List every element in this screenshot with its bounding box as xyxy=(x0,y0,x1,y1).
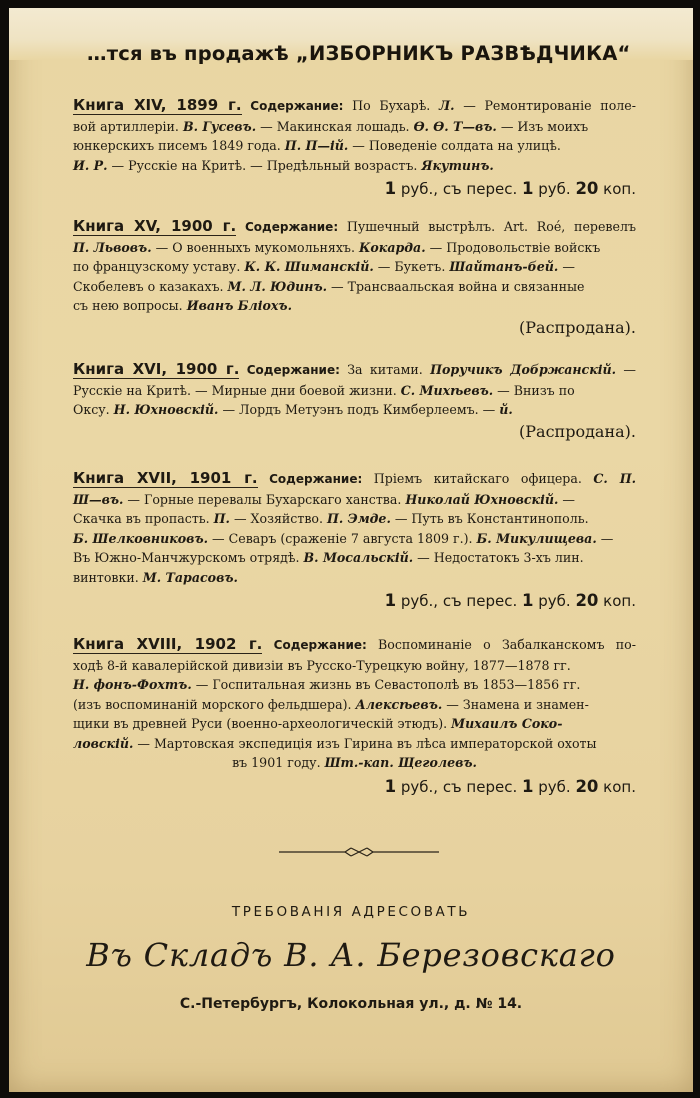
price-text: руб. xyxy=(533,180,576,198)
author-name: С. Михѣевъ. xyxy=(400,382,494,398)
author-name: Шайтанъ-бей. xyxy=(449,259,559,274)
price-amount: 1 xyxy=(522,776,534,796)
price-text: руб., съ перес. xyxy=(396,592,522,610)
contents-text: — Поведеніе солдата на улицѣ. xyxy=(348,138,561,153)
price-text: руб., съ перес. xyxy=(396,777,522,796)
contents-text: — Внизъ по xyxy=(493,382,575,398)
contents-text: Скачка въ пропасть. xyxy=(73,511,214,526)
author-name: Михаилъ Соко- xyxy=(451,716,563,731)
author-name: В. Мосальскій. xyxy=(303,550,414,565)
contents-text: — Недостатокъ 3-хъ лин. xyxy=(413,550,584,565)
contents-label: Содержание: xyxy=(269,472,363,486)
price-amount: 1 xyxy=(522,179,534,198)
contents-text: Пріемъ китайскаго офицера. xyxy=(373,471,594,486)
author-name: Н. фонъ-Фохтъ. xyxy=(73,677,192,692)
price-amount: 20 xyxy=(575,591,599,610)
contents-text: — Севаръ (сраженіе 7 августа 1809 г.). xyxy=(208,530,477,546)
contents-line xyxy=(73,117,636,137)
contents-line xyxy=(73,257,636,277)
author-name: П. Эмде. xyxy=(327,511,391,526)
contents-text: вой артиллеріи. xyxy=(73,118,183,134)
price-text: руб. xyxy=(533,777,576,796)
author-name: И. Р. xyxy=(73,157,108,173)
contents-text: — xyxy=(558,259,575,274)
book-title-line xyxy=(73,469,636,490)
contents-text: — Изъ моихъ xyxy=(496,118,589,134)
price-amount: 1 xyxy=(384,179,397,198)
contents-text: съ нею вопросы. xyxy=(73,298,187,313)
contents-text: Русскіе на Критѣ. — Мирные дни боевой жизни. xyxy=(73,382,401,398)
author-name: Б. Микулищева. xyxy=(476,530,597,546)
contents-line xyxy=(73,400,636,420)
book-entry-xvii xyxy=(73,469,636,610)
author-name: Алексѣевъ. xyxy=(355,696,443,712)
author-name: Николай Юхновскій. xyxy=(405,491,559,507)
contents-line xyxy=(73,753,636,773)
contents-line xyxy=(73,156,636,176)
contents-text: по французскому уставу. xyxy=(73,259,245,274)
author-name: К. К. Шиманскій. xyxy=(244,259,374,274)
author-name: В. Гусевъ. xyxy=(182,118,257,134)
divider-ornament xyxy=(279,844,439,860)
price-text: коп. xyxy=(598,592,636,610)
book-title-line xyxy=(73,96,636,117)
contents-line xyxy=(73,277,636,297)
author-name: М. Л. Юдинъ. xyxy=(227,278,327,294)
contents-text: — Русскіе на Критѣ. — Предѣльный возрастъ. xyxy=(107,157,422,173)
contents-line xyxy=(73,136,636,156)
book-title-line xyxy=(73,360,636,381)
contents-line xyxy=(73,734,636,754)
contents-line xyxy=(73,381,636,401)
contents-text: — Госпитальная жизнь въ Севастополѣ въ 1853—1856 гг. xyxy=(191,677,581,692)
author-name: Кокарда. xyxy=(358,239,426,255)
author-name: Якутинъ. xyxy=(421,157,494,173)
author-name: й. xyxy=(499,402,513,417)
contents-text: щики въ древней Руси (военно-археологическій этюдъ). xyxy=(73,716,452,731)
contents-text: — Путь въ Константинополь. xyxy=(390,511,589,526)
book-title: Книга XV, 1900 г. xyxy=(73,217,237,235)
book-entry-xv xyxy=(73,217,636,337)
book-title: Книга XVI, 1900 г. xyxy=(73,360,240,378)
page-sheet xyxy=(9,8,693,1092)
contents-text: Пушечный выстрѣлъ. Art. Roé, перевелъ xyxy=(346,219,636,234)
contents-line xyxy=(73,529,636,549)
contents-text: юнкерскихъ писемъ 1849 года. xyxy=(73,138,285,153)
author-name: М. Тарасовъ. xyxy=(142,569,238,585)
contents-text: — Букетъ. xyxy=(373,259,450,274)
contents-text: За китами. xyxy=(347,362,431,377)
contents-line xyxy=(73,296,636,316)
contents-line xyxy=(73,238,636,258)
contents-label: Содержание: xyxy=(273,638,367,652)
price-amount: 1 xyxy=(384,591,397,610)
contents-text: — xyxy=(596,530,614,546)
price-amount: 1 xyxy=(522,591,534,610)
contents-text: — Лордъ Метуэнъ подъ Кимберлеемъ. — xyxy=(218,402,500,417)
author-name: Шт.-кап. Щеголевъ. xyxy=(324,755,477,770)
book-title: Книга XVIII, 1902 г. xyxy=(73,635,263,653)
contents-line xyxy=(73,656,636,676)
book-entry-xviii xyxy=(73,635,636,796)
author-name: Н. Юхновскій. xyxy=(113,402,219,417)
contents-text: Скобелевъ о казакахъ. xyxy=(73,278,228,294)
contents-text: — Хозяйство. xyxy=(229,511,328,526)
contents-text: По Бухарѣ. xyxy=(352,98,439,113)
price-text: коп. xyxy=(598,180,636,198)
contents-text: — xyxy=(616,362,636,377)
contents-text: (изъ воспоминаній морского фельдшера). xyxy=(73,696,356,712)
contents-line xyxy=(73,509,636,529)
author-name: Иванъ Бліохъ. xyxy=(186,298,292,313)
book-title: Книга XIV, 1899 г. xyxy=(73,96,242,114)
author-name: Б. Шелковниковъ. xyxy=(73,530,208,546)
contents-label: Содержание: xyxy=(250,99,344,113)
price-text: руб. xyxy=(533,592,576,610)
contents-text: Оксу. xyxy=(73,402,114,417)
price-line xyxy=(73,179,636,198)
contents-text: — Макинская лошадь. xyxy=(256,118,414,134)
author-name: Ѳ. Ѳ. Т—въ. xyxy=(413,118,497,134)
store-address: С.-Петербургъ, Колокольная ул., д. № 14. xyxy=(179,996,523,1012)
author-name: Поручикъ Добржанскій. xyxy=(430,362,617,377)
author-name: П. П—ій. xyxy=(284,138,349,153)
contents-text: въ 1901 году. xyxy=(232,755,325,770)
author-name: ловскій. xyxy=(73,735,134,751)
price-line xyxy=(73,777,636,796)
contents-line xyxy=(73,568,636,588)
book-title-line xyxy=(73,217,636,238)
contents-text: Въ Южно-Манчжурскомъ отрядѣ. xyxy=(73,550,304,565)
contents-line xyxy=(73,675,636,695)
contents-label: Содержание: xyxy=(244,220,339,234)
book-title-line xyxy=(73,635,636,656)
page-header: …тся въ продажѣ „ИЗБОРНИКЪ РАЗВѢДЧИКА“ xyxy=(87,42,631,65)
contents-label: Содержание: xyxy=(246,363,340,377)
contents-text: винтовки. xyxy=(73,569,143,585)
author-name: П. xyxy=(213,511,230,526)
contents-text: — Горные перевалы Бухарскаго ханства. xyxy=(123,491,406,507)
contents-text: — Продовольствіе войскъ xyxy=(425,239,601,255)
contents-text: — Знамена и знамен- xyxy=(442,696,589,712)
author-name: Ш—въ. xyxy=(73,491,124,507)
book-title: Книга XVII, 1901 г. xyxy=(73,469,258,487)
contents-text: — Ремонтированіе поле- xyxy=(454,98,636,113)
contents-line xyxy=(73,695,636,715)
contents-text: — Трансваальская война и связанные xyxy=(327,278,585,294)
contents-text: — xyxy=(558,491,575,507)
author-name: П. Львовъ. xyxy=(73,239,152,255)
requests-heading: ТРЕБОВАНІЯ АДРЕСОВАТЬ xyxy=(231,904,471,920)
contents-text: — Мартовская экспедиція изъ Гирина въ лѣса императорской охоты xyxy=(133,735,597,751)
book-entry-xvi xyxy=(73,360,636,441)
contents-line xyxy=(73,490,636,510)
price-amount: 20 xyxy=(575,179,599,198)
book-entry-xiv xyxy=(73,96,636,198)
contents-text: Воспоминаніе о Забалканскомъ по- xyxy=(378,637,636,652)
store-name: Въ Складъ В. А. Березовскаго xyxy=(86,936,616,974)
price-amount: 20 xyxy=(575,776,599,796)
price-line xyxy=(73,591,636,610)
author-name: Л. xyxy=(438,98,455,113)
contents-line xyxy=(73,714,636,734)
author-name: С. П. xyxy=(593,471,636,486)
price-text: руб., съ перес. xyxy=(396,180,522,198)
sold-out-note: (Распродана). xyxy=(519,421,636,441)
price-amount: 1 xyxy=(384,776,397,796)
contents-text: ходѣ 8-й кавалерійской дивизіи въ Русско-Турецкую войну, 1877—1878 гг. xyxy=(73,657,571,673)
price-text: коп. xyxy=(598,777,636,796)
contents-text: — О военныхъ мукомольняхъ. xyxy=(151,239,359,255)
contents-line xyxy=(73,548,636,568)
sold-out-note: (Распродана). xyxy=(519,317,636,337)
